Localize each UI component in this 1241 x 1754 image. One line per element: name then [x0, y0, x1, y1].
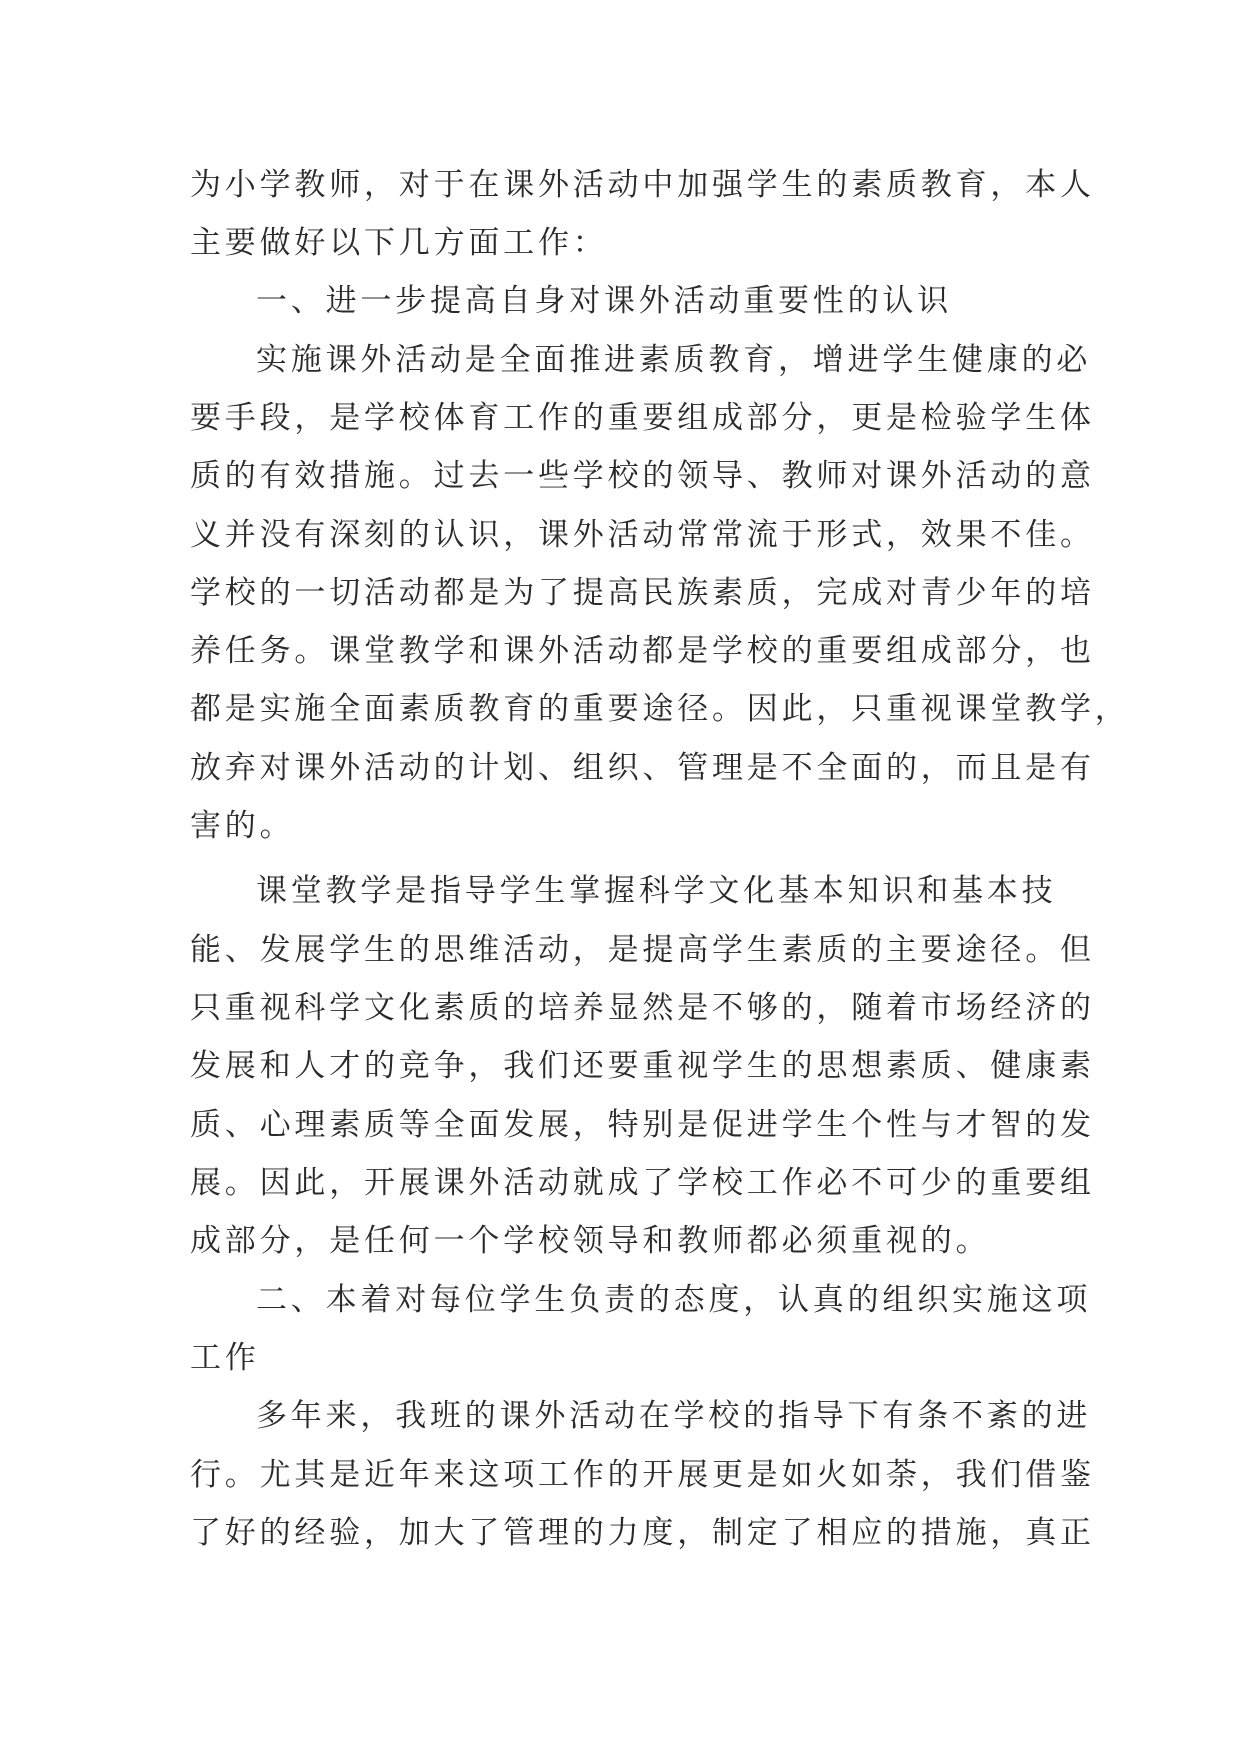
text-line-content: 为小学教师，对于在课外活动中加强学生的素质教育，本人 — [190, 167, 1095, 203]
text-line-content: 课堂教学是指导学生掌握科学文化基本知识和基本技 — [256, 873, 1057, 909]
text-line — [0, 739, 1241, 797]
text-line-content: 只重视科学文化素质的培养显然是不够的，随着市场经济的 — [190, 990, 1095, 1026]
section-heading-text: 二、本着对每位学生负责的态度，认真的组织实施这项 — [256, 1282, 1092, 1318]
text-line-content: 了好的经验，加大了管理的力度，制定了相应的措施，真正 — [190, 1515, 1095, 1551]
text-line-content: 展。因此，开展课外活动就成了学校工作必不可少的重要组 — [190, 1165, 1095, 1201]
text-line-content: 质、心理素质等全面发展，特别是促进学生个性与才智的发 — [190, 1107, 1095, 1143]
text-line-content: 养任务。课堂教学和课外活动都是学校的重要组成部分，也 — [190, 633, 1095, 669]
text-line — [0, 214, 1241, 272]
text-line — [0, 680, 1241, 738]
text-line — [0, 331, 1241, 389]
text-line — [0, 447, 1241, 505]
section-heading-text: 工作 — [190, 1340, 260, 1376]
text-line-content: 能、发展学生的思维活动，是提高学生素质的主要途径。但 — [190, 932, 1095, 968]
text-line — [0, 622, 1241, 680]
section-heading — [0, 1271, 1241, 1329]
text-line-content: 主要做好以下几方面工作： — [190, 225, 608, 261]
text-line-content: 成部分，是任何一个学校领导和教师都必须重视的。 — [190, 1223, 991, 1259]
text-line-content: 学校的一切活动都是为了提高民族素质，完成对青少年的培 — [190, 575, 1095, 611]
text-line — [0, 564, 1241, 622]
text-line — [0, 389, 1241, 447]
text-line-content: 义并没有深刻的认识，课外活动常常流于形式，效果不佳。 — [190, 517, 1095, 553]
text-line-content: 都是实施全面素质教育的重要途径。因此，只重视课堂教学， — [190, 691, 1130, 727]
section-heading — [0, 272, 1241, 330]
text-line-content: 行。尤其是近年来这项工作的开展更是如火如荼，我们借鉴 — [190, 1457, 1095, 1493]
text-line-content: 害的。 — [190, 808, 295, 844]
text-line — [0, 1212, 1241, 1270]
text-line-content: 多年来，我班的课外活动在学校的指导下有条不紊的进 — [256, 1398, 1092, 1434]
text-line-content: 质的有效措施。过去一些学校的领导、教师对课外活动的意 — [190, 458, 1095, 494]
text-line-content: 要手段，是学校体育工作的重要组成部分，更是检验学生体 — [190, 400, 1095, 436]
section-heading — [0, 1329, 1241, 1387]
text-line — [0, 797, 1241, 855]
text-line — [0, 156, 1241, 214]
text-line-content: 放弃对课外活动的计划、组织、管理是不全面的，而且是有 — [190, 750, 1095, 786]
section-heading-text: 一、进一步提高自身对课外活动重要性的认识 — [256, 283, 952, 319]
text-line — [0, 1387, 1241, 1445]
text-line — [0, 1096, 1241, 1154]
text-line — [0, 1504, 1241, 1562]
text-line — [0, 979, 1241, 1037]
text-line — [0, 1446, 1241, 1504]
text-line — [0, 862, 1241, 920]
text-line — [0, 921, 1241, 979]
text-line-content: 实施课外活动是全面推进素质教育，增进学生健康的必 — [256, 342, 1092, 378]
text-line — [0, 1037, 1241, 1095]
text-line — [0, 506, 1241, 564]
text-line — [0, 1154, 1241, 1212]
text-line-content: 发展和人才的竞争，我们还要重视学生的思想素质、健康素 — [190, 1048, 1095, 1084]
